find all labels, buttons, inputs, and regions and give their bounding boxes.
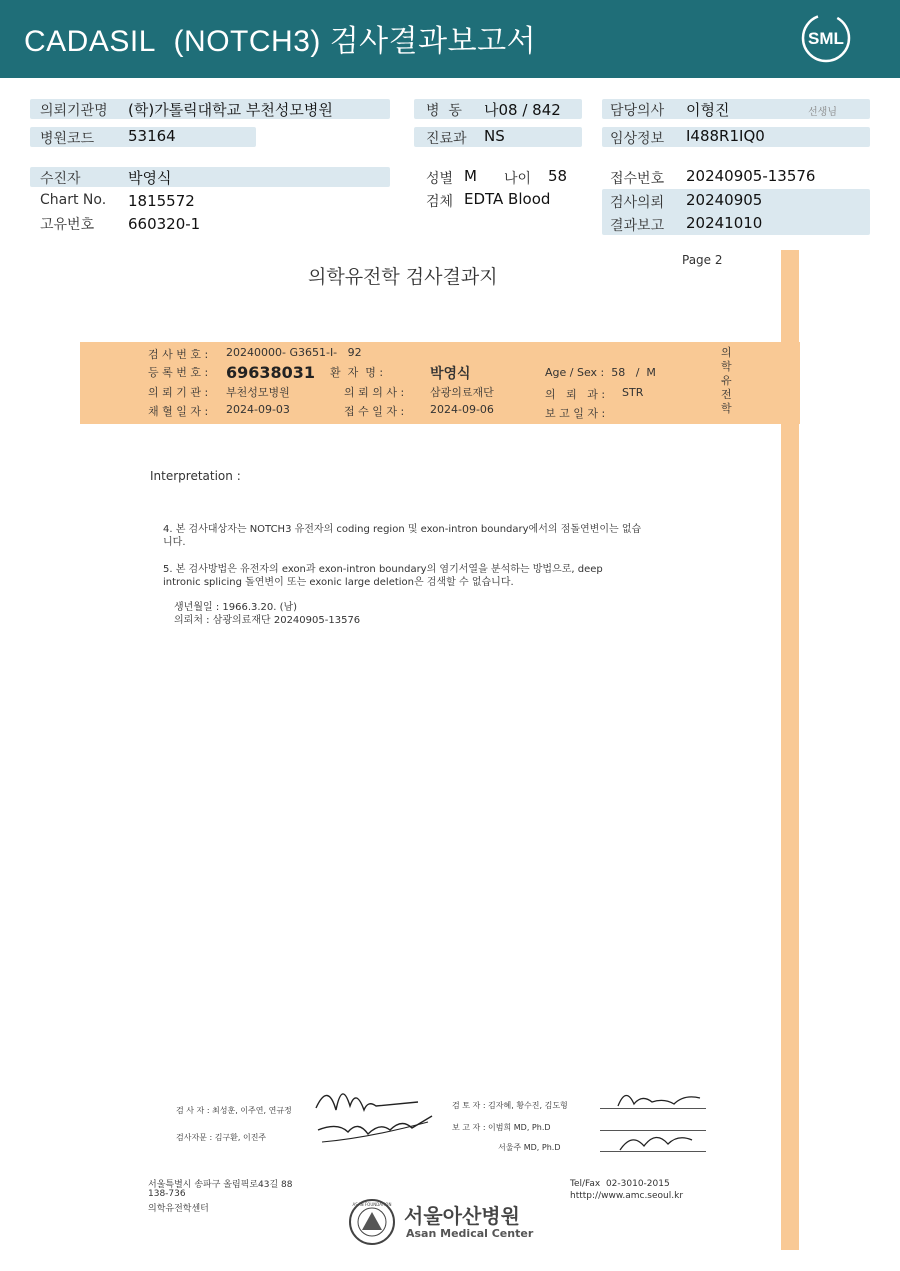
report-header (0, 0, 900, 78)
scan-page-number: Page 2 (682, 253, 723, 267)
reporter: 보 고 자 : 이범희 MD, Ph.D (452, 1123, 551, 1132)
specimen-label: 검체 (426, 194, 454, 210)
hospital-code-value: 53164 (128, 127, 176, 145)
clinical-value: I488R1IQ0 (686, 127, 765, 145)
age-sex-value: Age / Sex : 58 / M (545, 366, 656, 379)
paragraph-5-line2: intronic splicing 돌연변이 또는 exonic large deletion은 검색할 수 없습니다. (163, 577, 514, 588)
signature-scribble (308, 1072, 448, 1152)
receive-value: 2024-09-06 (430, 403, 494, 416)
address-line1: 서울특별시 송파구 올림픽로43길 88 (148, 1180, 293, 1190)
consultant: 검사자문 : 김구환, 이진주 (176, 1133, 267, 1142)
req-inst-label: 의 뢰 기 관 : (148, 386, 209, 399)
signature-scribble-right (612, 1080, 708, 1156)
report-date-label: 보 고 일 자 : (545, 407, 606, 420)
scan-title: 의학유전학 검사결과지 (308, 266, 498, 288)
hospital-name-en: Asan Medical Center (406, 1227, 534, 1240)
req-doc-value: 삼광의료재단 (430, 386, 494, 399)
side-vertical-text: 의학유전학 (721, 346, 732, 415)
reg-no-value: 69638031 (226, 363, 316, 382)
logo-text: SML (808, 29, 844, 48)
paragraph-4-line2: 니다. (163, 537, 186, 548)
collect-label: 채 혈 일 자 : (148, 405, 209, 418)
sml-logo-icon (800, 12, 852, 64)
request-value: 20240905 (686, 191, 763, 209)
test-no-label: 검 사 번 호 : (148, 348, 209, 361)
receive-label: 접 수 일 자 : (344, 405, 405, 418)
dept-label: 진료과 (426, 131, 467, 147)
req-dept-value: STR (622, 386, 644, 399)
label-bar (30, 167, 390, 187)
hospital-code-label: 병원코드 (40, 131, 95, 147)
clinical-label: 임상정보 (610, 131, 665, 147)
address-line3: 의학유전학센터 (148, 1204, 209, 1214)
reviewer: 검 토 자 : 김자혜, 황수진, 김도형 (452, 1101, 568, 1110)
age-label: 나이 (504, 171, 532, 187)
receipt-value: 20240905-13576 (686, 167, 816, 185)
receipt-label: 접수번호 (610, 171, 665, 187)
unique-value: 660320-1 (128, 215, 201, 233)
chart-label: Chart No. (40, 192, 107, 208)
patient-label: 수진자 (40, 171, 81, 187)
ward-label: 병 동 (426, 103, 462, 119)
specimen-value: EDTA Blood (464, 190, 551, 208)
interpretation-label: Interpretation : (150, 469, 241, 483)
test-no-value: 20240000- G3651-I- 92 (226, 346, 362, 359)
institution-value: (학)가톨릭대학교 부천성모병원 (128, 101, 333, 119)
doctor-label: 담당의사 (610, 103, 665, 119)
website: htttp://www.amc.seoul.kr (570, 1191, 684, 1201)
address-line2: 138-736 (148, 1189, 186, 1199)
patient-name-value: 박영식 (430, 366, 471, 382)
req-doc-label: 의 뢰 의 사 : (344, 386, 405, 399)
unique-label: 고유번호 (40, 217, 95, 233)
institution-label: 의뢰기관명 (40, 103, 108, 119)
hospital-name-kr: 서울아산병원 (404, 1204, 520, 1228)
age-value: 58 (548, 167, 568, 185)
req-inst-value: 부천성모병원 (226, 386, 290, 399)
patient-value: 박영식 (128, 169, 172, 187)
report-label: 결과보고 (610, 218, 665, 234)
patient-name-label: 환 자 명 : (330, 366, 384, 379)
referrer: 의뢰처 : 삼광의료재단 20240905-13576 (174, 615, 361, 626)
ward-value: 나08 / 842 (484, 101, 561, 119)
paragraph-5-line1: 5. 본 검사방법은 유전자의 exon과 exon-intron boundary의 염기서열을 분석하는 방법으로, deep (163, 564, 603, 575)
sex-label: 성별 (426, 171, 454, 187)
asan-seal-icon (348, 1198, 396, 1246)
request-label: 검사의뢰 (610, 195, 665, 211)
examiner: 검 사 자 : 최성훈, 이주연, 연규정 (176, 1106, 292, 1115)
dept-value: NS (484, 127, 505, 145)
birth-date: 생년월일 : 1966.3.20. (남) (174, 602, 298, 613)
doctor-value: 이형진 (686, 101, 730, 119)
report-value: 20241010 (686, 214, 763, 232)
reg-no-label: 등 록 번 호 : (148, 366, 209, 379)
reporter-2: 서울주 MD, Ph.D (498, 1143, 561, 1152)
report-title: CADASIL (NOTCH3) 검사결과보고서 (24, 25, 537, 58)
seal-text: ASAN FOUNDATION (352, 1202, 392, 1207)
doctor-suffix: 선생님 (808, 107, 837, 118)
tel-fax: Tel/Fax 02-3010-2015 (570, 1179, 670, 1189)
paragraph-4-line1: 4. 본 검사대상자는 NOTCH3 유전자의 coding region 및 exon-intron boundary에서의 점돌연변이는 없습 (163, 524, 642, 535)
sex-value: M (464, 167, 477, 185)
chart-value: 1815572 (128, 192, 195, 210)
collect-value: 2024-09-03 (226, 403, 290, 416)
req-dept-label: 의 뢰 과 : (545, 388, 606, 401)
